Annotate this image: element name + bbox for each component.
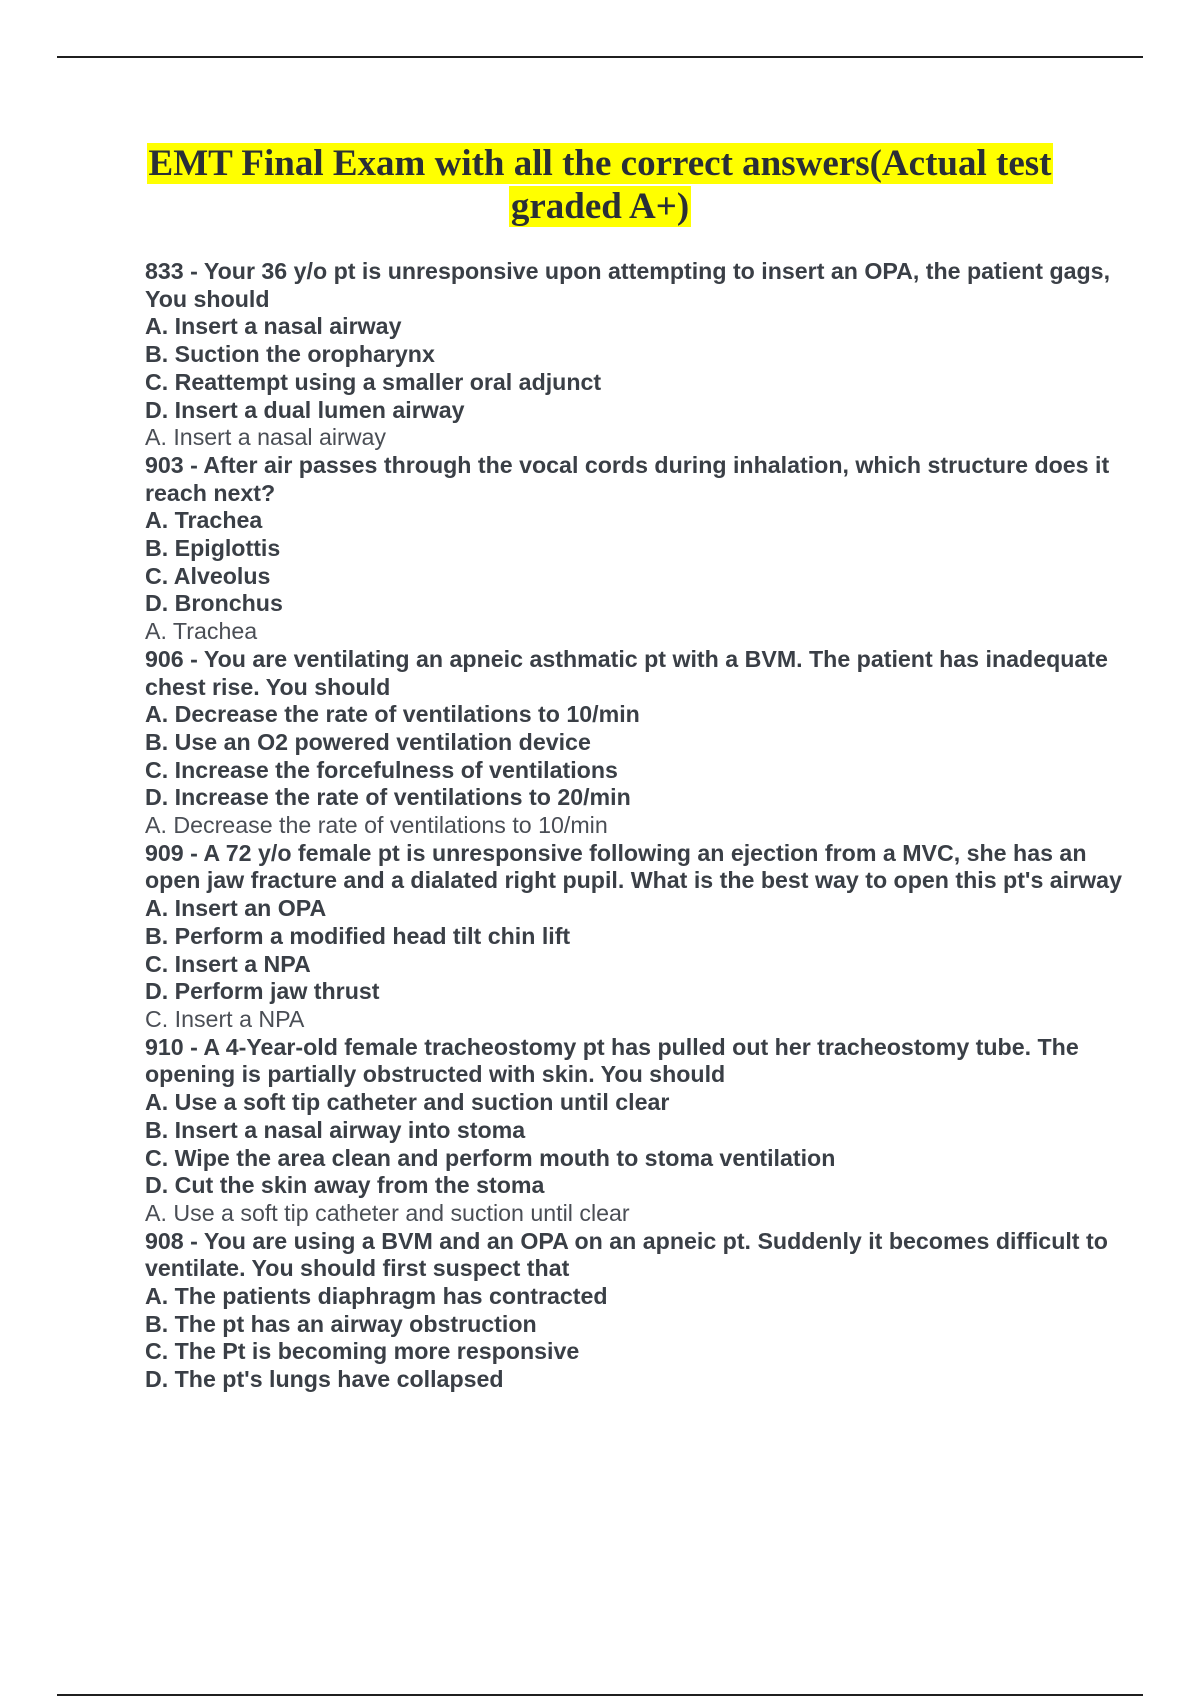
correct-answer: A. Insert a nasal airway [145,424,387,451]
correct-answer: A. Use a soft tip catheter and suction until clear [145,1199,630,1226]
question-text: 909 - A 72 y/o female pt is unresponsive following an ejection from a MVC, she has an open jaw fracture and a dialated right pupil. What is the best way to open this pt's airway [145,839,1122,894]
option: A. Decrease the rate of ventilations to 10/min [145,701,640,728]
option: C. Wipe the area clean and perform mouth to stoma ventilation [145,1144,836,1171]
question-text: 910 - A 4-Year-old female tracheostomy pt has pulled out her tracheostomy tube. The opening is partially obstructed with skin. You should [145,1033,1079,1088]
option: B. The pt has an airway obstruction [145,1310,537,1337]
option: C. The Pt is becoming more responsive [145,1338,580,1365]
top-rule [57,56,1143,58]
option: D. Increase the rate of ventilations to 20/min [145,784,631,811]
question-block [145,1034,1145,1228]
question-block [145,840,1145,1034]
question-text: 906 - You are ventilating an apneic asthmatic pt with a BVM. The patient has inadequate chest rise. You should [145,645,1108,700]
bottom-rule [57,1694,1143,1696]
option: A. Use a soft tip catheter and suction until clear [145,1089,670,1116]
document-title [60,142,1140,228]
title-line-2: graded A+) [510,186,690,227]
option: D. Insert a dual lumen airway [145,396,465,423]
option: C. Alveolus [145,562,271,589]
option: B. Epiglottis [145,535,281,562]
question-list [145,258,1145,1394]
option: B. Use an O2 powered ventilation device [145,728,591,755]
question-block [145,646,1145,840]
option: D. Bronchus [145,590,283,617]
question-block [145,258,1145,452]
option: B. Suction the oropharynx [145,341,435,368]
correct-answer: C. Insert a NPA [145,1005,305,1032]
correct-answer: A. Trachea [145,618,258,645]
option: B. Perform a modified head tilt chin lift [145,922,571,949]
option: C. Insert a NPA [145,950,311,977]
question-text: 903 - After air passes through the vocal cords during inhalation, which structure does it reach next? [145,451,1110,506]
option: C. Increase the forcefulness of ventilations [145,756,618,783]
question-text: 833 - Your 36 y/o pt is unresponsive upon attempting to insert an OPA, the patient gags, You should [145,258,1111,312]
option: A. The patients diaphragm has contracted [145,1283,608,1310]
option: D. Cut the skin away from the stoma [145,1172,545,1199]
question-block [145,452,1145,646]
option: A. Insert an OPA [145,895,327,922]
question-text: 908 - You are using a BVM and an OPA on an apneic pt. Suddenly it becomes difficult to ventilate. You should first suspect that [145,1227,1108,1282]
correct-answer: A. Decrease the rate of ventilations to 10/min [145,812,608,839]
option: A. Insert a nasal airway [145,313,402,340]
option: A. Trachea [145,507,263,534]
option: B. Insert a nasal airway into stoma [145,1116,526,1143]
option: D. Perform jaw thrust [145,978,380,1005]
title-line-1: EMT Final Exam with all the correct answers(Actual test [148,143,1052,184]
question-block [145,1228,1145,1394]
option: D. The pt's lungs have collapsed [145,1366,504,1393]
option: C. Reattempt using a smaller oral adjunct [145,368,602,395]
